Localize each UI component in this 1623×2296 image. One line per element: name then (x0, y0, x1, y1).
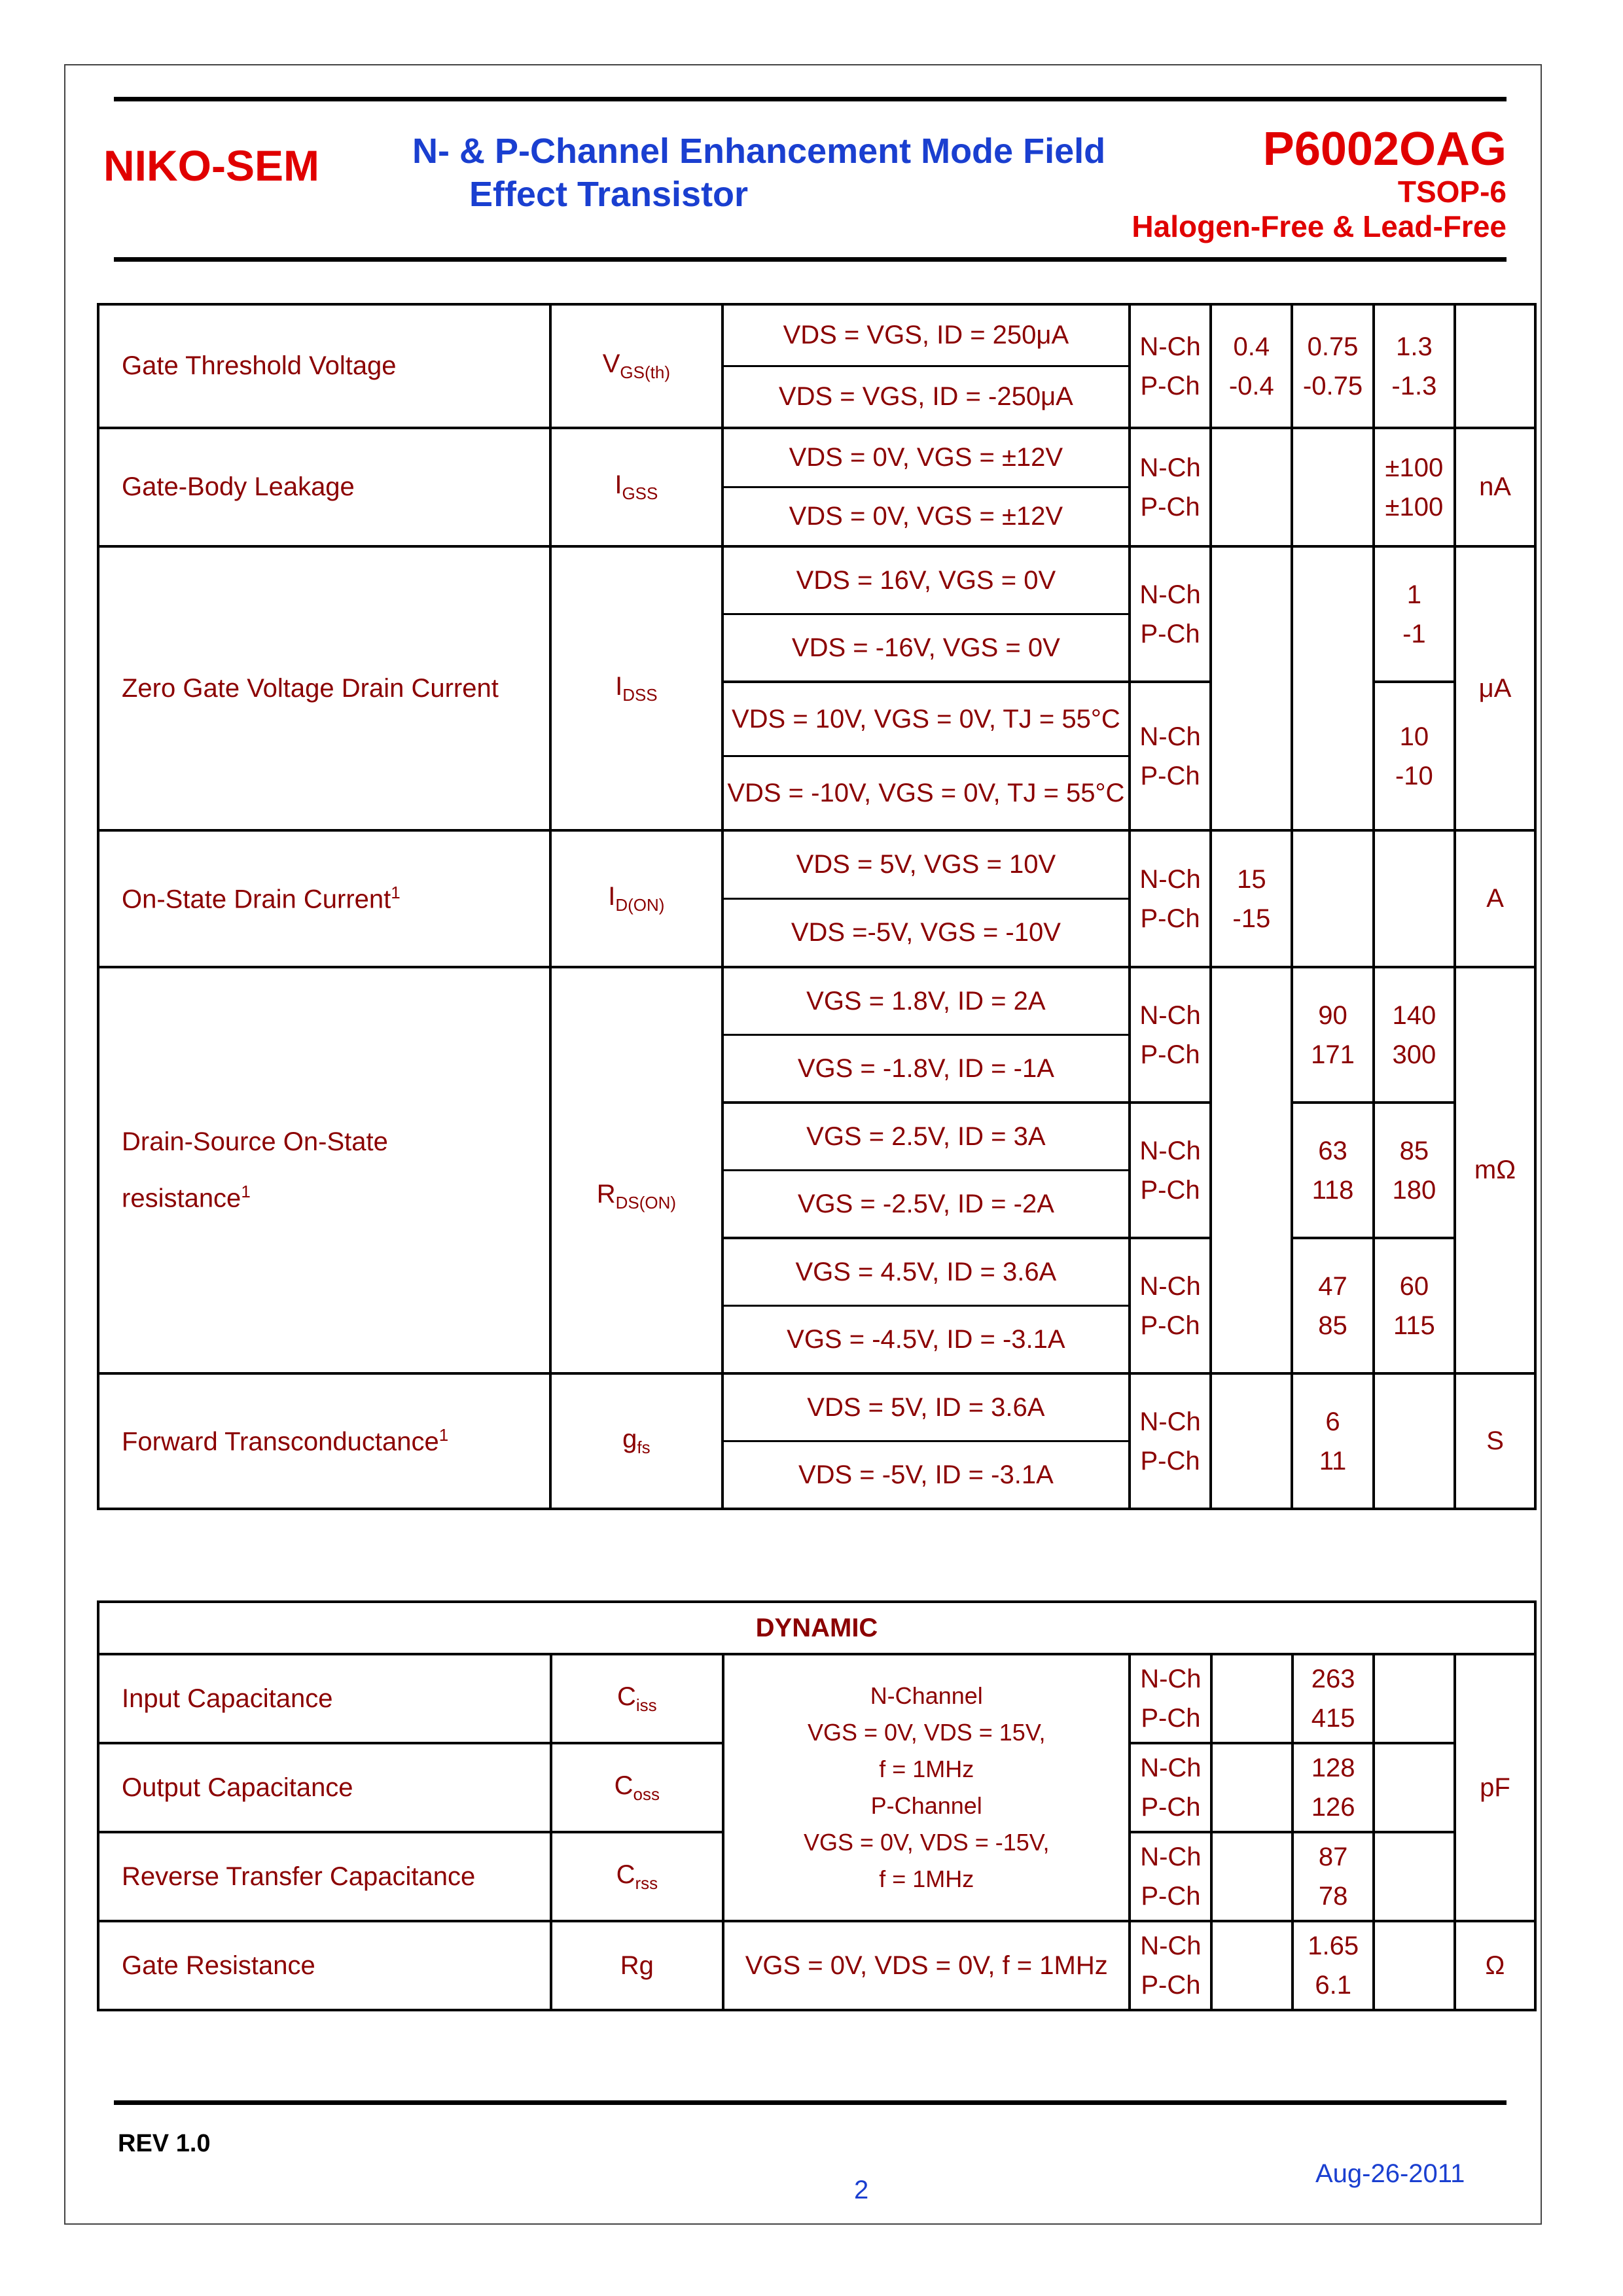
header-top-rule (114, 97, 1507, 101)
test-condition: VDS = 16V, VGS = 0V VDS = -16V, VGS = 0V (722, 546, 1130, 682)
typ-value: 128 126 (1293, 1743, 1374, 1832)
channel-cell: N-Ch P-Ch (1130, 428, 1211, 546)
test-condition: VDS = VGS, ID = 250μA VDS = VGS, ID = -250μA (722, 304, 1130, 428)
test-condition: VGS = 4.5V, ID = 3.6A VGS = -4.5V, ID = -3.1A (722, 1238, 1130, 1373)
channel-cell: N-Ch P-Ch (1130, 304, 1211, 428)
max-value (1374, 1832, 1454, 1921)
channel-cell: N-Ch P-Ch (1130, 546, 1211, 682)
min-value: 15 -15 (1211, 830, 1292, 967)
min-value (1211, 1921, 1292, 2010)
typ-value: 263 415 (1293, 1654, 1374, 1743)
test-condition: VDS = 0V, VGS = ±12V VDS = 0V, VGS = ±12V (722, 428, 1130, 546)
title-line-2: Effect Transistor (469, 175, 749, 214)
param-symbol: $g_{fs}$ (550, 1373, 722, 1509)
param-symbol: $R_{DS(ON)}$ (550, 967, 722, 1373)
max-value: 10 -10 (1374, 682, 1455, 830)
header-bottom-rule (114, 257, 1507, 262)
static-characteristics-table (97, 303, 1537, 1510)
channel-cell: N-Ch P-Ch (1130, 1743, 1211, 1832)
max-value: 60 115 (1374, 1238, 1455, 1373)
param-symbol: $C_{oss}$ (551, 1743, 724, 1832)
typ-value: 90 171 (1292, 967, 1373, 1103)
param-symbol: $C_{iss}$ (551, 1654, 724, 1743)
typ-value: 6 11 (1292, 1373, 1373, 1509)
param-name: Output Capacitance (98, 1743, 551, 1832)
channel-cell: N-Ch P-Ch (1130, 1373, 1211, 1509)
dynamic-section-header: DYNAMIC (98, 1602, 1535, 1654)
max-value (1374, 1373, 1455, 1509)
page-number: 2 (854, 2176, 869, 2204)
param-name: Gate-Body Leakage (98, 428, 550, 546)
param-name: Reverse Transfer Capacitance (98, 1832, 551, 1921)
param-name: Input Capacitance (98, 1654, 551, 1743)
channel-cell: N-Ch P-Ch (1130, 830, 1211, 967)
capacitance-test-condition: N-Channel VGS = 0V, VDS = 15V, f = 1MHz P-Channel VGS = 0V, VDS = -15V, f = 1MHz (723, 1654, 1130, 1921)
revision-label: REV 1.0 (118, 2130, 211, 2157)
param-symbol: Rg (551, 1921, 724, 2010)
unit-cell: nA (1455, 428, 1535, 546)
test-condition: VDS = 5V, VGS = 10V VDS =-5V, VGS = -10V (722, 830, 1130, 967)
max-value: 140 300 (1374, 967, 1455, 1103)
table-row (98, 967, 1535, 1103)
unit-cell: S (1455, 1373, 1535, 1509)
max-value: 1.3 -1.3 (1374, 304, 1455, 428)
table-row (98, 428, 1535, 546)
part-info (1132, 123, 1507, 245)
table-row (98, 304, 1535, 428)
title-line-1: N- & P-Channel Enhancement Mode Field (412, 132, 1106, 171)
max-value (1374, 1654, 1454, 1743)
min-value (1211, 546, 1292, 830)
channel-cell: N-Ch P-Ch (1130, 967, 1211, 1103)
param-name: Gate Threshold Voltage (98, 304, 550, 428)
document-date: Aug-26-2011 (1315, 2159, 1465, 2188)
param-symbol: $C_{rss}$ (551, 1832, 724, 1921)
unit-cell (1455, 304, 1535, 428)
min-value (1211, 1743, 1292, 1832)
typ-value: 63 118 (1292, 1103, 1373, 1238)
brand-name: NIKO-SEM (103, 141, 319, 190)
dynamic-characteristics-table (97, 1600, 1537, 2011)
package-type: TSOP-6 (1397, 175, 1507, 209)
max-value (1374, 830, 1455, 967)
max-value: ±100 ±100 (1374, 428, 1455, 546)
param-name: On-State Drain Current$^1$ (98, 830, 550, 967)
unit-cell: Ω (1455, 1921, 1535, 2010)
table-row (98, 1373, 1535, 1509)
table-row (98, 1921, 1535, 2010)
unit-cell: μA (1455, 546, 1535, 830)
param-symbol: $I_{DSS}$ (550, 546, 722, 830)
param-name: Drain-Source On-State resistance$^1$ (98, 967, 550, 1373)
test-condition: VDS = 10V, VGS = 0V, TJ = 55°C VDS = -10V, VGS = 0V, TJ = 55°C (722, 682, 1130, 830)
test-condition: VGS = 2.5V, ID = 3A VGS = -2.5V, ID = -2A (722, 1103, 1130, 1238)
max-value: 85 180 (1374, 1103, 1455, 1238)
min-value (1211, 967, 1292, 1373)
channel-cell: N-Ch P-Ch (1130, 1654, 1211, 1743)
min-value (1211, 1373, 1292, 1509)
typ-value (1292, 830, 1373, 967)
min-value (1211, 1654, 1292, 1743)
table-row (98, 830, 1535, 967)
min-value: 0.4 -0.4 (1211, 304, 1292, 428)
document-title (412, 130, 1106, 216)
param-symbol: $I_{GSS}$ (550, 428, 722, 546)
typ-value: 0.75 -0.75 (1292, 304, 1373, 428)
part-number: P6002OAG (1262, 123, 1507, 175)
section-header-row (98, 1602, 1535, 1654)
test-condition: VDS = 5V, ID = 3.6A VDS = -5V, ID = -3.1A (722, 1373, 1130, 1509)
typ-value: 1.65 6.1 (1293, 1921, 1374, 2010)
unit-cell: mΩ (1455, 967, 1535, 1373)
param-name: Gate Resistance (98, 1921, 551, 2010)
param-symbol: $V_{GS(th)}$ (550, 304, 722, 428)
footer-rule (114, 2100, 1507, 2105)
unit-cell: pF (1455, 1654, 1535, 1921)
channel-cell: N-Ch P-Ch (1130, 1921, 1211, 2010)
typ-value: 87 78 (1293, 1832, 1374, 1921)
channel-cell: N-Ch P-Ch (1130, 682, 1211, 830)
table-row (98, 546, 1535, 682)
param-name: Forward Transconductance$^1$ (98, 1373, 550, 1509)
channel-cell: N-Ch P-Ch (1130, 1238, 1211, 1373)
table-row (98, 1654, 1535, 1743)
channel-cell: N-Ch P-Ch (1130, 1832, 1211, 1921)
min-value (1211, 1832, 1292, 1921)
typ-value (1292, 428, 1373, 546)
param-symbol: $I_{D(ON)}$ (550, 830, 722, 967)
compliance-label: Halogen-Free & Lead-Free (1132, 209, 1507, 243)
test-condition: VGS = 1.8V, ID = 2A VGS = -1.8V, ID = -1A (722, 967, 1130, 1103)
channel-cell: N-Ch P-Ch (1130, 1103, 1211, 1238)
test-condition: VGS = 0V, VDS = 0V, f = 1MHz (723, 1921, 1130, 2010)
unit-cell: A (1455, 830, 1535, 967)
max-value (1374, 1743, 1454, 1832)
typ-value (1292, 546, 1373, 830)
max-value: 1 -1 (1374, 546, 1455, 682)
max-value (1374, 1921, 1454, 2010)
param-name: Zero Gate Voltage Drain Current (98, 546, 550, 830)
typ-value: 47 85 (1292, 1238, 1373, 1373)
min-value (1211, 428, 1292, 546)
